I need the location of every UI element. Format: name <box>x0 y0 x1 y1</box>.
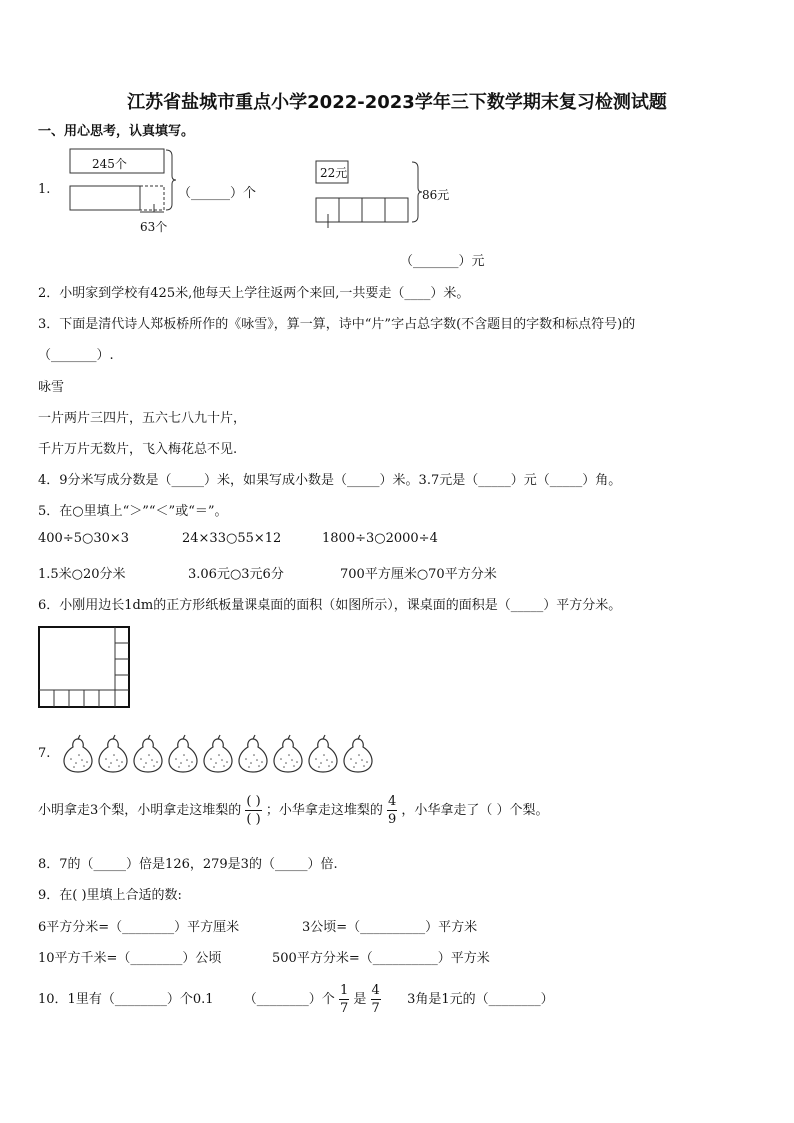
q1-blank-1: （______）个 <box>178 186 257 201</box>
pears-row <box>62 735 382 775</box>
pear-icon <box>99 735 127 772</box>
q2-text: 2．小明家到学校有425米,他每天上学往返两个来回,一共要走（____）米。 <box>38 286 470 301</box>
pear-icon <box>309 735 337 772</box>
page-title: 江苏省盐城市重点小学2022-2023学年三下数学期末复习检测试题 <box>127 92 667 113</box>
q10-part-c: 3角是1元的（________） <box>407 992 554 1007</box>
q1-number: 1. <box>38 182 51 197</box>
desk-diagram <box>38 626 132 710</box>
q5-item: 700平方厘米○70平方分米 <box>340 567 497 582</box>
poem-title: 咏雪 <box>38 380 65 395</box>
pear-icon <box>64 735 92 772</box>
q10-text <box>38 984 554 1015</box>
q5-item: 3.06元○3元6分 <box>188 567 284 582</box>
q7-text-b: ；小华拿走这堆梨的 <box>265 803 383 818</box>
q9-item: 500平方分米=（__________）平方米 <box>272 951 490 966</box>
fraction-denominator: 7 <box>339 1001 349 1016</box>
q7-text-a: 小明拿走3个梨，小明拿走这堆梨的 <box>38 803 242 818</box>
q7-text-c: ，小华拿走了（ ）个梨。 <box>401 803 549 818</box>
q4-text: 4．9分米写成分数是（_____）米，如果写成小数是（_____）米。3.7元是（_____）元（_____）角。 <box>38 473 622 488</box>
q10-part-b: （________）个 <box>243 992 335 1007</box>
poem-line-1: 一片两片三四片，五六七八九十片， <box>38 411 247 426</box>
q3-line-1: 3．下面是清代诗人郑板桥所作的《咏雪》，算一算，诗中“片”字占总字数(不含题目的字数和标点符号)的 <box>38 317 636 332</box>
q1-label-245: 245个 <box>92 157 127 171</box>
q9-item: 6平方分米=（________）平方厘米 <box>38 920 240 935</box>
pear-icon <box>134 735 162 772</box>
fraction-numerator: 1 <box>339 983 349 998</box>
q1-label-86: 86元 <box>422 188 450 202</box>
pear-icon <box>169 735 197 772</box>
q8-text: 8．7的（_____）倍是126，279是3的（_____）倍. <box>38 857 338 872</box>
q5-item: 1800÷3○2000÷4 <box>322 531 438 546</box>
pear-icon <box>344 735 372 772</box>
fraction-denominator: ( ) <box>246 812 261 827</box>
q3-line-2: （_______）. <box>38 348 114 363</box>
pear-icon <box>204 735 232 772</box>
q7-number: 7. <box>38 746 51 761</box>
q10-part-b2: 是 <box>353 992 367 1007</box>
q1-label-63: 63个 <box>140 220 168 234</box>
q10-part-a: 10．1里有（________）个0.1 <box>38 992 214 1007</box>
q1-label-22: 22元 <box>320 166 348 180</box>
fraction-numerator: 4 <box>388 794 397 809</box>
q5-item: 1.5米○20分米 <box>38 567 126 582</box>
q1-blank-2: （_______）元 <box>400 254 485 269</box>
poem-line-2: 千片万片无数片，飞入梅花总不见. <box>38 442 238 457</box>
pear-icon <box>239 735 267 772</box>
q10-fraction-1 <box>339 984 349 1015</box>
pear-icon <box>274 735 302 772</box>
q5-text: 5．在○里填上“＞”“＜”或“＝”。 <box>38 504 228 519</box>
fraction-numerator: 4 <box>371 983 380 998</box>
q5-item: 24×33○55×12 <box>182 531 282 546</box>
fraction-denominator: 7 <box>371 1001 380 1016</box>
q9-item: 10平方千米=（________）公顷 <box>38 951 222 966</box>
q7-text <box>38 795 549 826</box>
q6-text: 6．小刚用边长1dm的正方形纸板量课桌面的面积（如图所示），课桌面的面积是（_____）平方分米。 <box>38 598 622 613</box>
fraction-numerator: ( ) <box>246 794 261 809</box>
section-heading: 一、用心思考，认真填写。 <box>38 124 195 139</box>
q10-fraction-2 <box>371 984 381 1015</box>
q7-fraction-blank <box>245 795 261 826</box>
q7-fraction <box>387 795 397 826</box>
q5-item: 400÷5○30×3 <box>38 531 130 546</box>
q9-item: 3公顷=（__________）平方米 <box>302 920 478 935</box>
fraction-denominator: 9 <box>388 812 397 827</box>
q9-text: 9．在( )里填上合适的数: <box>38 888 182 903</box>
